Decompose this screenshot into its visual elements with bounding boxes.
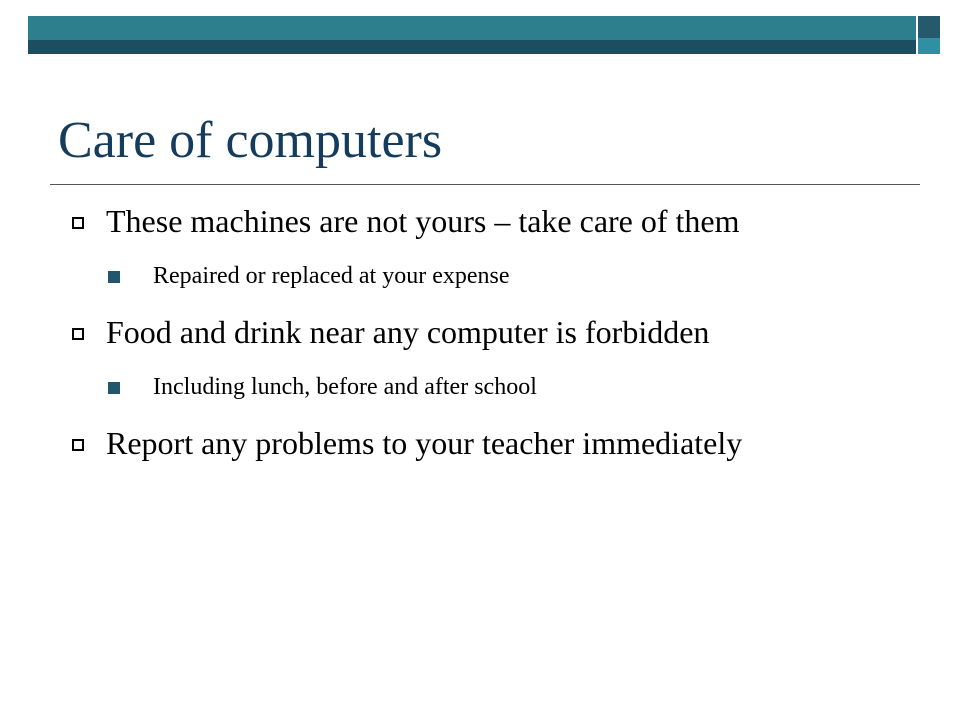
sub-bullet-item: [60, 259, 920, 293]
header-corner-block: [918, 16, 940, 54]
bullet-item: [60, 311, 920, 354]
bullet-item: [60, 200, 920, 243]
filled-square-bullet-icon: [108, 382, 120, 394]
sub-bullet-text: Repaired or replaced at your expense: [153, 263, 510, 289]
filled-square-bullet-icon: [108, 271, 120, 283]
bullet-item: [60, 422, 920, 465]
sub-bullet-text: Including lunch, before and after school: [153, 374, 537, 400]
hollow-square-bullet-icon: [72, 439, 84, 451]
sub-bullet-item: [60, 370, 920, 404]
title-divider: [50, 184, 920, 185]
slide-body: [60, 200, 920, 481]
header-band-dark: [28, 40, 916, 54]
header-decoration-band: [28, 16, 916, 54]
header-band-light: [28, 16, 916, 40]
bullet-text: Report any problems to your teacher immediately: [106, 425, 743, 461]
slide-title: Care of computers: [58, 112, 443, 169]
hollow-square-bullet-icon: [72, 217, 84, 229]
header-corner-bottom: [918, 38, 940, 54]
header-corner-top: [918, 16, 940, 38]
hollow-square-bullet-icon: [72, 328, 84, 340]
bullet-text: These machines are not yours – take care of them: [106, 203, 740, 239]
bullet-text: Food and drink near any computer is forbidden: [106, 314, 710, 350]
